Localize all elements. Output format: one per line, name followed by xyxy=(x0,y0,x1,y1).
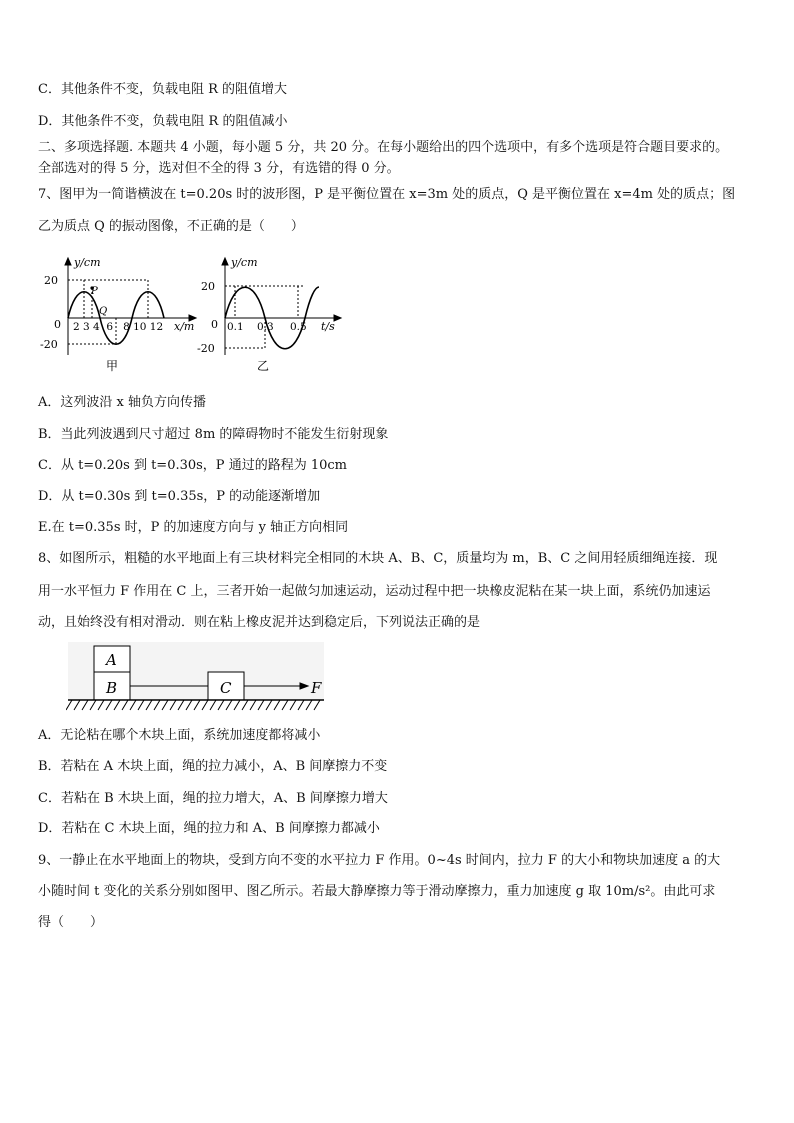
section2-heading-line1: 二、多项选择题. 本题共 4 小题，每小题 5 分，共 20 分。在每小题给出的四个选项中，有多个选项是符合题目要求的。 xyxy=(38,140,729,155)
q8-stem-line1: 8、如图所示，粗糙的水平地面上有三块材料完全相同的木块 A、B、C，质量均为 m，B、C 之间用轻质细绳连接．现 xyxy=(38,551,718,566)
yi-tick-0-1: 0.1 xyxy=(227,321,244,333)
q8-option-c: C．若粘在 B 木块上面，绳的拉力增大，A、B 间摩擦力增大 xyxy=(38,791,388,806)
q7-option-d: D．从 t=0.30s 到 t=0.35s，P 的动能逐渐增加 xyxy=(38,489,321,504)
q9-stem-line3: 得（ ） xyxy=(38,915,104,930)
jia-caption: 甲 xyxy=(106,359,119,373)
q9-stem-line1: 9、一静止在水平地面上的物块，受到方向不变的水平拉力 F 作用。0~4s 时间内，拉力 F 的大小和物块加速度 a 的大 xyxy=(38,853,721,868)
yi-tick-0-3: 0.3 xyxy=(257,321,274,333)
jia-y-positive-tick: 20 xyxy=(44,274,58,287)
section2-heading-line2: 全部选对的得 5 分，选对但不全的得 3 分，有选错的得 0 分。 xyxy=(38,161,400,176)
jia-point-q-label: Q xyxy=(99,306,108,317)
q9-stem-line2: 小随时间 t 变化的关系分别如图甲、图乙所示。若最大静摩擦力等于滑动摩擦力，重力加速度 g 取 10m/s²。由此可求 xyxy=(38,884,716,899)
force-f-label: F xyxy=(311,679,322,697)
q6-option-d: D．其他条件不变，负载电阻 R 的阻值减小 xyxy=(38,114,288,129)
block-c-label: C xyxy=(220,679,232,697)
yi-tick-0-5: 0.5 xyxy=(290,321,307,333)
yi-caption: 乙 xyxy=(257,359,270,373)
jia-origin-label: 0 xyxy=(54,318,61,331)
q8-option-d: D．若粘在 C 木块上面，绳的拉力和 A、B 间摩擦力都减小 xyxy=(38,821,380,836)
yi-x-axis-label: t/s xyxy=(321,320,335,333)
q7-option-a: A．这列波沿 x 轴负方向传播 xyxy=(38,395,206,410)
q7-stem-line2: 乙为质点 Q 的振动图像，不正确的是（ ） xyxy=(38,219,304,234)
jia-point-p-label: P xyxy=(91,286,98,297)
block-b-label: B xyxy=(106,679,118,697)
blocks-figure xyxy=(66,640,336,718)
q7-stem-line1: 7、图甲为一简谐横波在 t=0.20s 时的波形图，P 是平衡位置在 x=3m 处的质点，Q 是平衡位置在 x=4m 处的质点；图 xyxy=(38,187,736,202)
q8-option-a: A．无论粘在哪个木块上面，系统加速度都将减小 xyxy=(38,728,321,743)
jia-y-negative-tick: -20 xyxy=(40,338,58,351)
jia-x-axis-label: x/m xyxy=(174,320,195,333)
vibration-figure-yi xyxy=(193,250,353,375)
q6-option-c: C．其他条件不变，负载电阻 R 的阻值增大 xyxy=(38,82,287,97)
jia-y-axis-label: y/cm xyxy=(74,256,101,269)
q8-option-b: B．若粘在 A 木块上面，绳的拉力减小，A、B 间摩擦力不变 xyxy=(38,759,388,774)
block-a-label: A xyxy=(106,651,117,669)
yi-y-positive-tick: 20 xyxy=(201,280,215,293)
q8-stem-line2: 用一水平恒力 F 作用在 C 上，三者开始一起做匀加速运动，运动过程中把一块橡皮泥粘在某一块上面，系统仍加速运 xyxy=(38,584,711,599)
q8-stem-line3: 动，且始终没有相对滑动．则在粘上橡皮泥并达到稳定后，下列说法正确的是 xyxy=(38,615,481,630)
q7-option-e: E.在 t=0.35s 时，P 的加速度方向与 y 轴正方向相同 xyxy=(38,520,349,535)
wave-figure-jia xyxy=(36,250,206,375)
q7-option-b: B．当此列波遇到尺寸超过 8m 的障碍物时不能发生衍射现象 xyxy=(38,427,389,442)
q7-option-c: C．从 t=0.20s 到 t=0.30s，P 通过的路程为 10cm xyxy=(38,458,347,473)
yi-y-negative-tick: -20 xyxy=(197,342,215,355)
jia-x-tick-labels: 2 3 4 6 8 10 12 xyxy=(73,321,164,333)
yi-y-axis-label: y/cm xyxy=(231,256,258,269)
yi-origin-label: 0 xyxy=(211,318,218,331)
